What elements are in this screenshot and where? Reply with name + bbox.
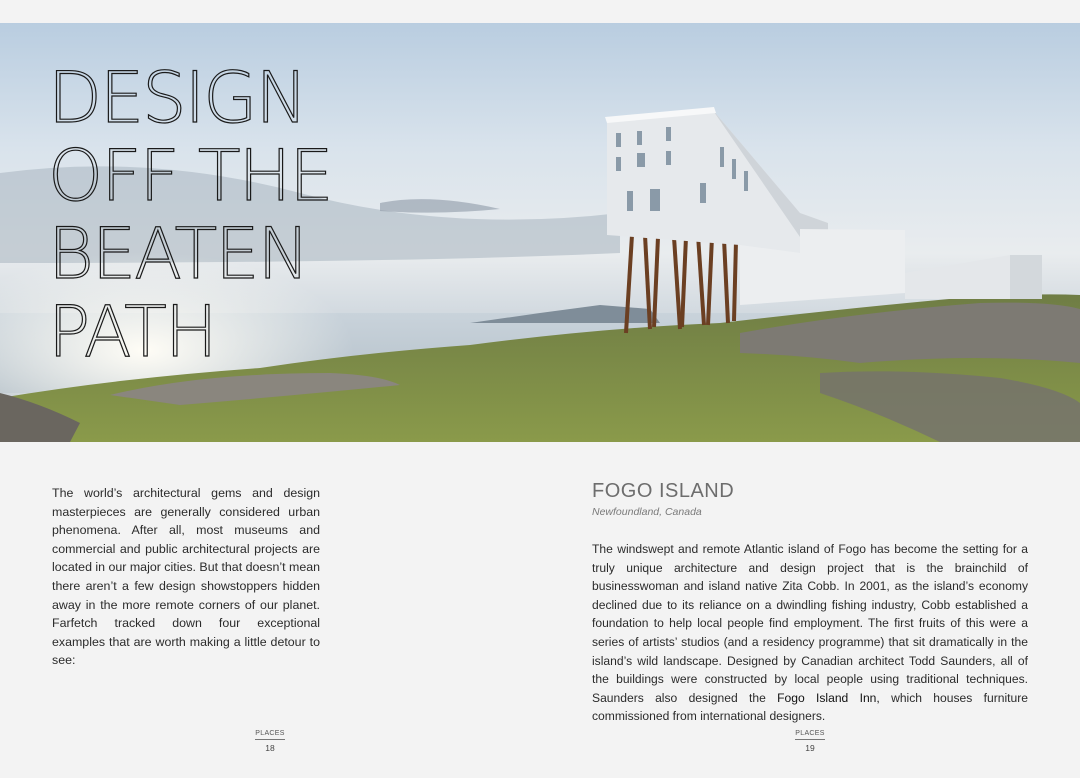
headline-line: PATH — [48, 291, 216, 373]
hero-photo — [0, 23, 1080, 442]
body-text-part: which houses furniture commissioned from international designers. — [592, 690, 1028, 724]
building-annex-side — [1010, 255, 1042, 299]
rocks-right — [740, 303, 1080, 363]
intro-paragraph: The world’s architectural gems and design masterpieces are generally considered urban phenomena. After all, most museums and commercial and public architectural projects are located in our major cities. But that doesn’t mean there aren’t a few design showstoppers hidden away in the more remote corners of our planet. Farfetch tracked down four exceptional examples that are worth making a little detour to see: — [52, 486, 320, 668]
page-number: 19 — [805, 743, 815, 753]
section-body — [592, 540, 1028, 726]
section-title: FOGO ISLAND — [592, 480, 735, 502]
page-folio-right — [790, 730, 830, 753]
page-number: 18 — [265, 743, 275, 753]
headline — [48, 59, 332, 371]
folio-label: PLACES — [795, 730, 825, 737]
body-text-part: The windswept and remote Atlantic island of Fogo has become the setting for a truly unique architecture and design project that is the brainchild of businesswoman and island native Zita Cobb. In 2001, as the island’s economy declined due to its reliance on a dwindling fishing industry, Cobb established a foundation to help local people find employment. The first fruits of this were a series of artists’ studios (and a residency programme) that sit dramatically in the island’s wild landscape. Designed by Canadian architect Todd Saunders, all of the buildings were constructed by local people using traditional techniques. Saunders also designed the — [592, 542, 1028, 705]
headline-line: BEATEN — [48, 213, 308, 295]
top-margin — [0, 0, 1080, 23]
folio-rule — [255, 739, 285, 740]
page-folio-left — [250, 730, 290, 753]
folio-rule — [795, 739, 825, 740]
section-subtitle: Newfoundland, Canada — [592, 506, 702, 518]
fogo-island-inn-link[interactable]: Fogo Island Inn, — [777, 690, 880, 705]
headline-line: OFF THE — [48, 135, 332, 217]
folio-label: PLACES — [255, 730, 285, 737]
headline-line: DESIGN — [48, 57, 306, 139]
